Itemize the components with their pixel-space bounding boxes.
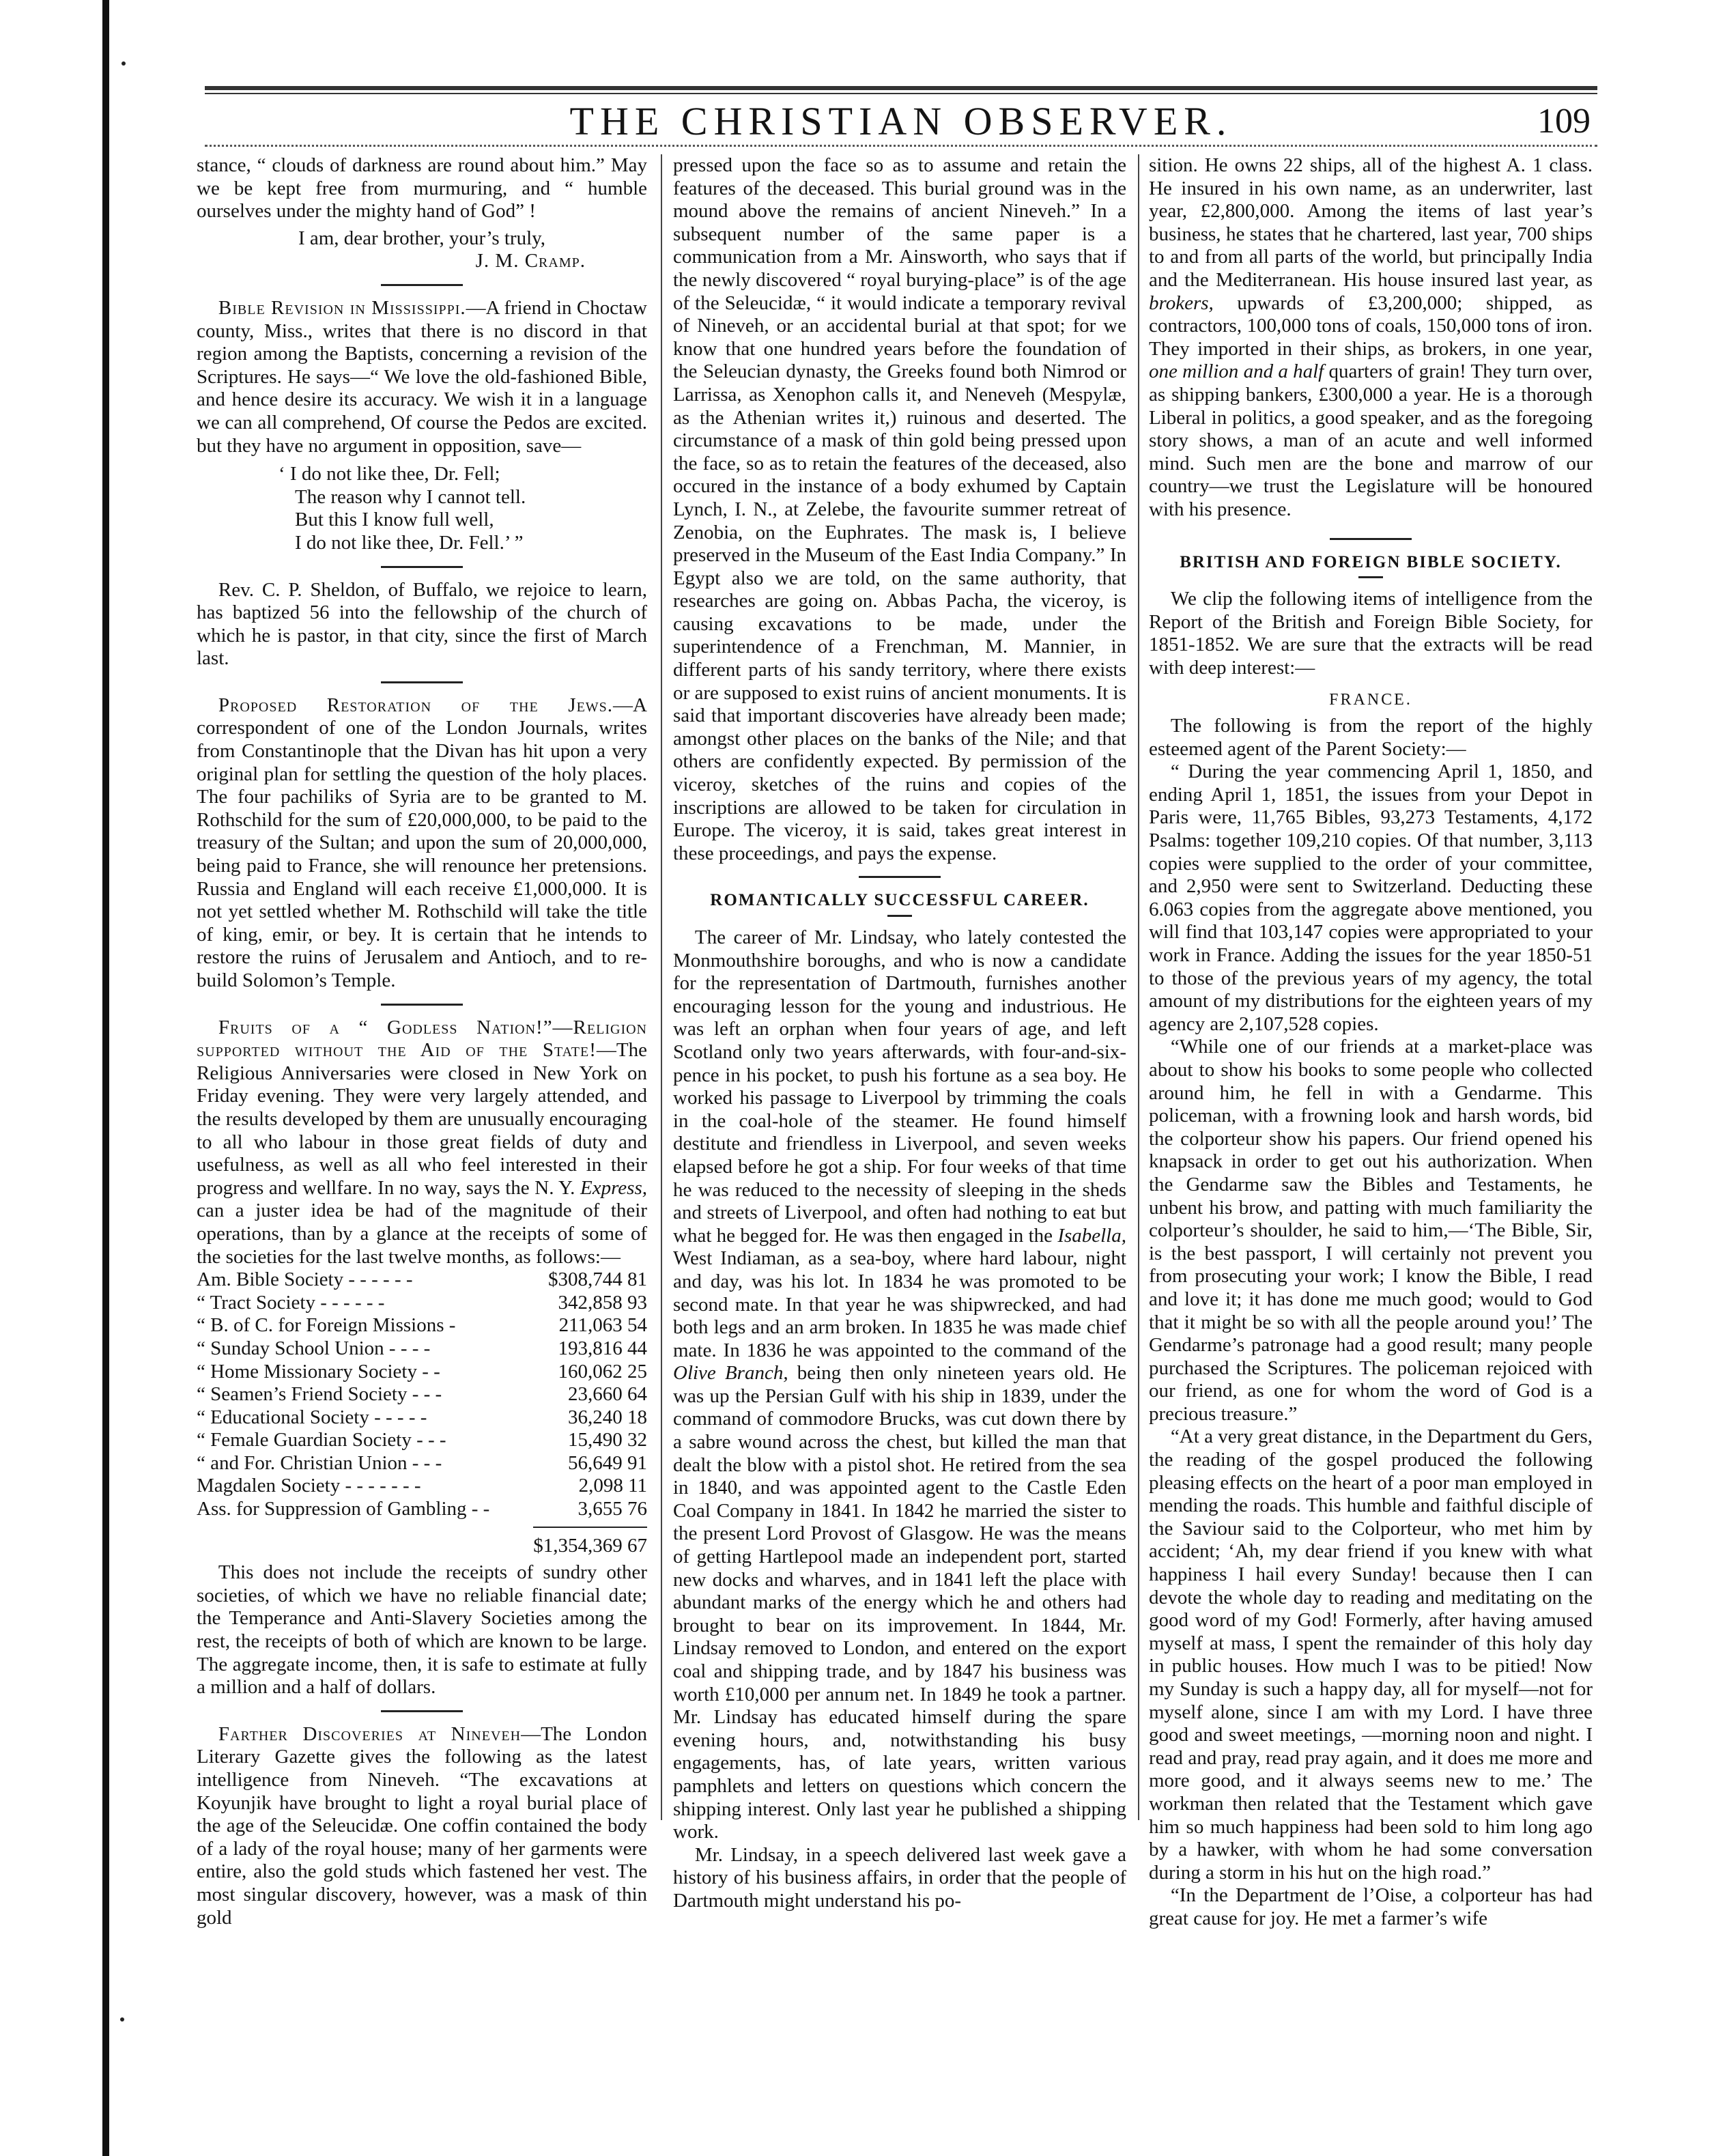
binding-edge: [102, 0, 109, 2156]
header-wavy-rule: [205, 145, 1597, 152]
paragraph: “While one of our friends at a market-place was about to show his books to some people who collected around him, he fell in with a Gendarme. This policeman, with a frowning look and harsh words, bid the colporteur show his papers. Our friend opened his knapsack in order to get out his authorization. When the Gendarme saw the Bibles and Testaments, he unbent his brow, and patting with much familiarity the colporteur’s shoulder, he said to him,—‘The Bible, Sir, is the best passport, I will certainly not prevent you from prosecuting your work; I know the Bible, I read and love it; it has done me much good; would to God that it might be so with all the people around you!’ The Gendarme’s patronage had a good result; many people purchased the Scriptures. The policeman rejoiced with our friend, as one for whom the word of God is a precious treasure.”: [1149, 1036, 1593, 1425]
column-3: [1149, 154, 1593, 1931]
article-nineveh: Farther Discoveries at Nineveh—The London Literary Gazette gives the following as the latest intelligence from Nineveh. “The excavations at Koyunjik have brought to light a royal burial place of the age of the Seleucidæ. One coffin contained the body of a lady of the royal house; many of her garments were entire, also the gold studs which fastened her vest. The most singular discovery, however, was a mask of thin gold: [197, 1722, 647, 1929]
paragraph: We clip the following items of intelligence from the Report of the British and Foreign Bible Society, for 1851-1852. We are sure that the extracts will be read with deep interest:—: [1149, 588, 1593, 679]
article-heading: BRITISH AND FOREIGN BIBLE SOCIETY.: [1180, 552, 1562, 571]
section-divider: [859, 876, 941, 878]
column-rule: [661, 154, 662, 1820]
paragraph: pressed upon the face so as to assume and retain the features of the deceased. This burial ground was in the mound above the remains of ancient Nineveh.” In a subsequent number of the same paper is a communication from a Mr. Ainsworth, who says that if the newly discovered “ royal burying-place” is of the age of the Seleucidæ, “ it would indicate a temporary revival of Nineveh, or an accidental burial at that spot; for we know that one hundred years before the foundation of the Seleucian dynasty, the Greeks found both Nimrod or Larrissa, as Xenophon calls it, and Neneveh (Mespylæ, as the Athenian writes it,) ruinous and deserted. The circumstance of a mask of thin gold being pressed upon the face, so as to retain the features of the deceased, also occured in the instance of a body exhumed by Captain Lynch, I. N., at Zelebe, the favourite summer retreat of Zenobia, on the Euphrates. The mask is, I believe preserved in the Museum of the East India Company.” In Egypt also we are told, on the same authority, that researches are going on. Abbas Pacha, the viceroy, is causing excavations to be made, under the superintendence of a Frenchman, M. Mannier, in different parts of his sandy territory, where there exists or are supposed to exist ruins of ancient monuments. It is said that important discoveries have already been made; amongst other places on the banks of the Nile; and that others are confidently expected. By permission of the viceroy, sketches of the ruins and copies of the inscriptions are allowed to be taken for circulation in Europe. The viceroy, it is said, takes great interest in these proceedings, and pays the expense.: [673, 154, 1126, 864]
heading-divider: [887, 915, 912, 917]
letter-signature: J. M. Cramp.: [475, 250, 586, 272]
paragraph: stance, “ clouds of darkness are round about him.” May we be kept free from murmuring, and “ humble ourselves under the mighty hand of God” !: [197, 154, 647, 223]
section-divider: [381, 1710, 463, 1712]
table-row: Am. Bible Society - - - - - - $308,744 81: [197, 1268, 647, 1291]
ink-speck: [122, 61, 126, 66]
paragraph: This does not include the receipts of sundry other societies, of which we have no reliable financial date; the Temperance and Anti-Slavery Societies among the rest, the receipts of both of which are known to be large. The aggregate income, then, it is safe to estimate at fully a million and a half of dollars.: [197, 1561, 647, 1699]
section-divider: [381, 566, 463, 568]
page-number: 109: [1537, 102, 1591, 141]
article-title: Farther Discoveries at Nineveh: [218, 1722, 522, 1745]
section-divider: [1330, 538, 1412, 540]
table-row: “ Tract Society - - - - - - 342,858 93: [197, 1291, 647, 1314]
letter-closing: I am, dear brother, your’s truly,: [298, 227, 546, 249]
article-title: Proposed Restoration of the Jews.: [218, 694, 614, 716]
poem: [279, 463, 647, 554]
article-jews: Proposed Restoration of the Jews.—A correspondent of one of the London Journals, writes from Constantinople that the Divan has hit upon a very original plan for settling the question of the holy places. The four pachiliks of Syria are to be granted to M. Rothschild for the sum of £20,000,000, to be paid to the treasury of the Sultan; and upon the sum of 20,000,000, being paid to France, she will renounce her pretensions. Russia and England will each receive £1,000,000. It is not yet settled whether M. Rothschild will take the title of king, emir, or bey. It is certain that he intends to restore the ruins of Jerusalem and Antioch, and to re-build Solomon’s Temple.: [197, 694, 647, 991]
article-heading: ROMANTICALLY SUCCESSFUL CAREER.: [710, 891, 1089, 910]
table-row: “ Female Guardian Society - - - 15,490 32: [197, 1429, 647, 1451]
table-row: “ Home Missionary Society - - 160,062 25: [197, 1360, 647, 1382]
paragraph: sition. He owns 22 ships, all of the highest A. 1 class. He insured in his own name, as an underwriter, last year, £2,800,000. Among the items of last year’s business, he states that he chartered, last year, 700 ships to and from all parts of the world, but principally India and the Mediterranean. His house insured last year, as brokers, upwards of £3,200,000; shipped, as contractors, 100,000 tons of coals, 150,000 tons of iron. They imported in their ships, as brokers, in one year, one million and a half quarters of grain! They turn over, as shipping bankers, £300,000 a year. He is a thorough Liberal in politics, a good speaker, and as the foregoing story shows, a man of an acute and well informed mind. Such men are the bone and marrow of our country—we trust the Legislature will be honoured with his presence.: [1149, 154, 1593, 520]
heading-divider: [1358, 576, 1383, 578]
paragraph: The following is from the report of the highly esteemed agent of the Parent Society:—: [1149, 715, 1593, 760]
table-row: “ Educational Society - - - - - 36,240 18: [197, 1406, 647, 1428]
paragraph: Mr. Lindsay, in a speech delivered last week gave a history of his business affairs, in order that the people of Dartmouth might understand his po-: [673, 1843, 1126, 1912]
section-divider: [381, 681, 463, 683]
paragraph: “At a very great distance, in the Department du Gers, the reading of the gospel produced the following pleasing effects on the heart of a poor man employed in mending the roads. This humble and faithful disciple of the Saviour said to the Colporteur, who met him by accident; ‘Ah, my dear friend if you knew with what happiness I hail every Sunday! because then I can devote the whole day to reading and meditating on the good word of my God! Formerly, after having amused myself at mass, I spent the remainder of this holy day in public houses. How much I was to be pitied! Now my Sunday is such a happy day, all for myself—not for myself alone, since I am with my Lord. I have three good and sweet meetings, —morning noon and night. I read and pray, read pray again, and it does me more and more good, and it always seems new to me.’ The workman then related that the Testament which gave him so much happiness had been sold to him long ago by a hawker, with whom he had some conversation during a storm in his hut on the high road.”: [1149, 1425, 1593, 1884]
table-row: Ass. for Suppression of Gambling - - 3,655 76: [197, 1498, 647, 1520]
poem-line: I do not like thee, Dr. Fell.’ ”: [295, 531, 524, 554]
column-1: [197, 154, 647, 1929]
article-sheldon: Rev. C. P. Sheldon, of Buffalo, we rejoice to learn, has baptized 56 into the fellowship of the church of which he is pastor, in that city, since the first of March last.: [197, 578, 647, 670]
article-career: The career of Mr. Lindsay, who lately contested the Monmouthshire boroughs, and who is now a candidate for the representation of Dartmouth, furnishes another encouraging lesson for the young and industrious. He was left an orphan when four years of age, and left Scotland only two years afterwards, with four-and-six-pence in his pocket, to push his fortune as a sea boy. He worked his passage to Liverpool by trimming the coals in the coal-hole of the steamer. He found himself destitute and friendless in Liverpool, and seven weeks elapsed before he got a ship. For four weeks of that time he was reduced to the necessity of sleeping in the sheds and streets of Liverpool, and often had nothing to eat but what he begged for. He was then engaged in the Isabella, West Indiaman, as a sea-boy, where hard labour, night and day, was his lot. In 1834 he was promoted to be second mate. In that year he was shipwrecked, and had both legs and an arm broken. In 1835 he was made chief mate. In 1836 he was appointed to the command of the Olive Branch, being then only nineteen years old. He was up the Persian Gulf with his ship in 1839, under the command of commodore Brucks, was cut down there by a sabre wound across the chest, but killed the man that dealt the blow with a pistol shot. He retired from the sea in 1840, and was appointed agent to the Castle Eden Coal Company in 1841. In 1842 he married the sister to the present Lord Provost of Glasgow. He was the means of getting Hartlepool made an independent port, started new docks and wharves, and in 1841 left the place with abundant marks of the energy which he and others had brought to bear on its improvement. In 1844, Mr. Lindsay removed to London, and entered on the export coal and shipping trade, and by 1847 his business was worth £10,000 per annum net. In 1849 he took a partner. Mr. Lindsay has educated himself during the spare evening hours, and, notwithstanding his busy engagements, has, of late years, written various pamphlets and letters on questions which concern the shipping interest. Only last year he published a shipping work.: [673, 926, 1126, 1843]
poem-line: ‘ I do not like thee, Dr. Fell;: [279, 463, 500, 485]
section-divider: [381, 1004, 463, 1006]
column-2: [673, 154, 1126, 1913]
receipts-total: $1,354,369 67: [197, 1527, 647, 1558]
table-row: “ B. of C. for Foreign Missions - 211,063 54: [197, 1314, 647, 1337]
table-row: “ Seamen’s Friend Society - - - 23,660 64: [197, 1383, 647, 1406]
table-row: “ and For. Christian Union - - - 56,649 91: [197, 1451, 647, 1474]
article-title: Bible Revision in Mississippi.: [218, 296, 466, 319]
column-rule: [1138, 154, 1139, 1820]
poem-line: But this I know full well,: [295, 509, 494, 531]
header-rule: [205, 86, 1597, 90]
paragraph: “ During the year commencing April 1, 1850, and ending April 1, 1851, the issues from your Depot in Paris were, 11,765 Bibles, 93,273 Testaments, 4,172 Psalms: together 109,210 copies. Of that number, 3,113 copies were supplied to the order of your committee, and 2,950 were sent to Switzerland. Deducting these 6.063 copies from the aggregate above mentioned, you will find that 103,147 copies were appropriated to your work in France. Adding the issues for the year 1850-51 to those of the previous years of my agency, the total amount of my distributions for the eighteen years of my agency are 2,107,528 copies.: [1149, 761, 1593, 1035]
receipts-table: [197, 1268, 647, 1557]
article-bible-revision: Bible Revision in Mississippi.—A friend in Choctaw county, Miss., writes that there is no discord in that region among the Baptists, concerning a revision of the Scriptures. He says—“ We love the old-fashioned Bible, and hence desire its accuracy. We wish it in a language we can all comprehend, Of course the Pedos are excited. but they have no argument in opposition, save—: [197, 296, 647, 457]
article-title: Fruits of a “ Godless Nation!”—Religion supported without the Aid of the State!: [197, 1016, 647, 1062]
journal-title: THE CHRISTIAN OBSERVER.: [569, 99, 1233, 143]
ink-speck: [120, 2017, 124, 2022]
paragraph: “In the Department de l’Oise, a colporteur has had great cause for joy. He met a farmer’s wife: [1149, 1884, 1593, 1929]
table-row: Magdalen Society - - - - - - - 2,098 11: [197, 1475, 647, 1497]
article-fruits: Fruits of a “ Godless Nation!”—Religion supported without the Aid of the State!—The Religious Anniversaries were closed in New York on Friday evening. They were very largely attended, and the results developed by them are unusually encouraging to all who labour in those great fields of duty and usefulness, as well as all who feel interested in their progress and wellfare. In no way, says the N. Y. Express, can a juster idea be had of the magnitude of their operations, than by a glance at the receipts of some of the societies for the last twelve months, as follows:—: [197, 1016, 647, 1268]
section-divider: [381, 284, 463, 286]
section-subheading: FRANCE.: [1329, 691, 1412, 709]
table-row: “ Sunday School Union - - - - 193,816 44: [197, 1337, 647, 1359]
poem-line: The reason why I cannot tell.: [295, 485, 526, 508]
